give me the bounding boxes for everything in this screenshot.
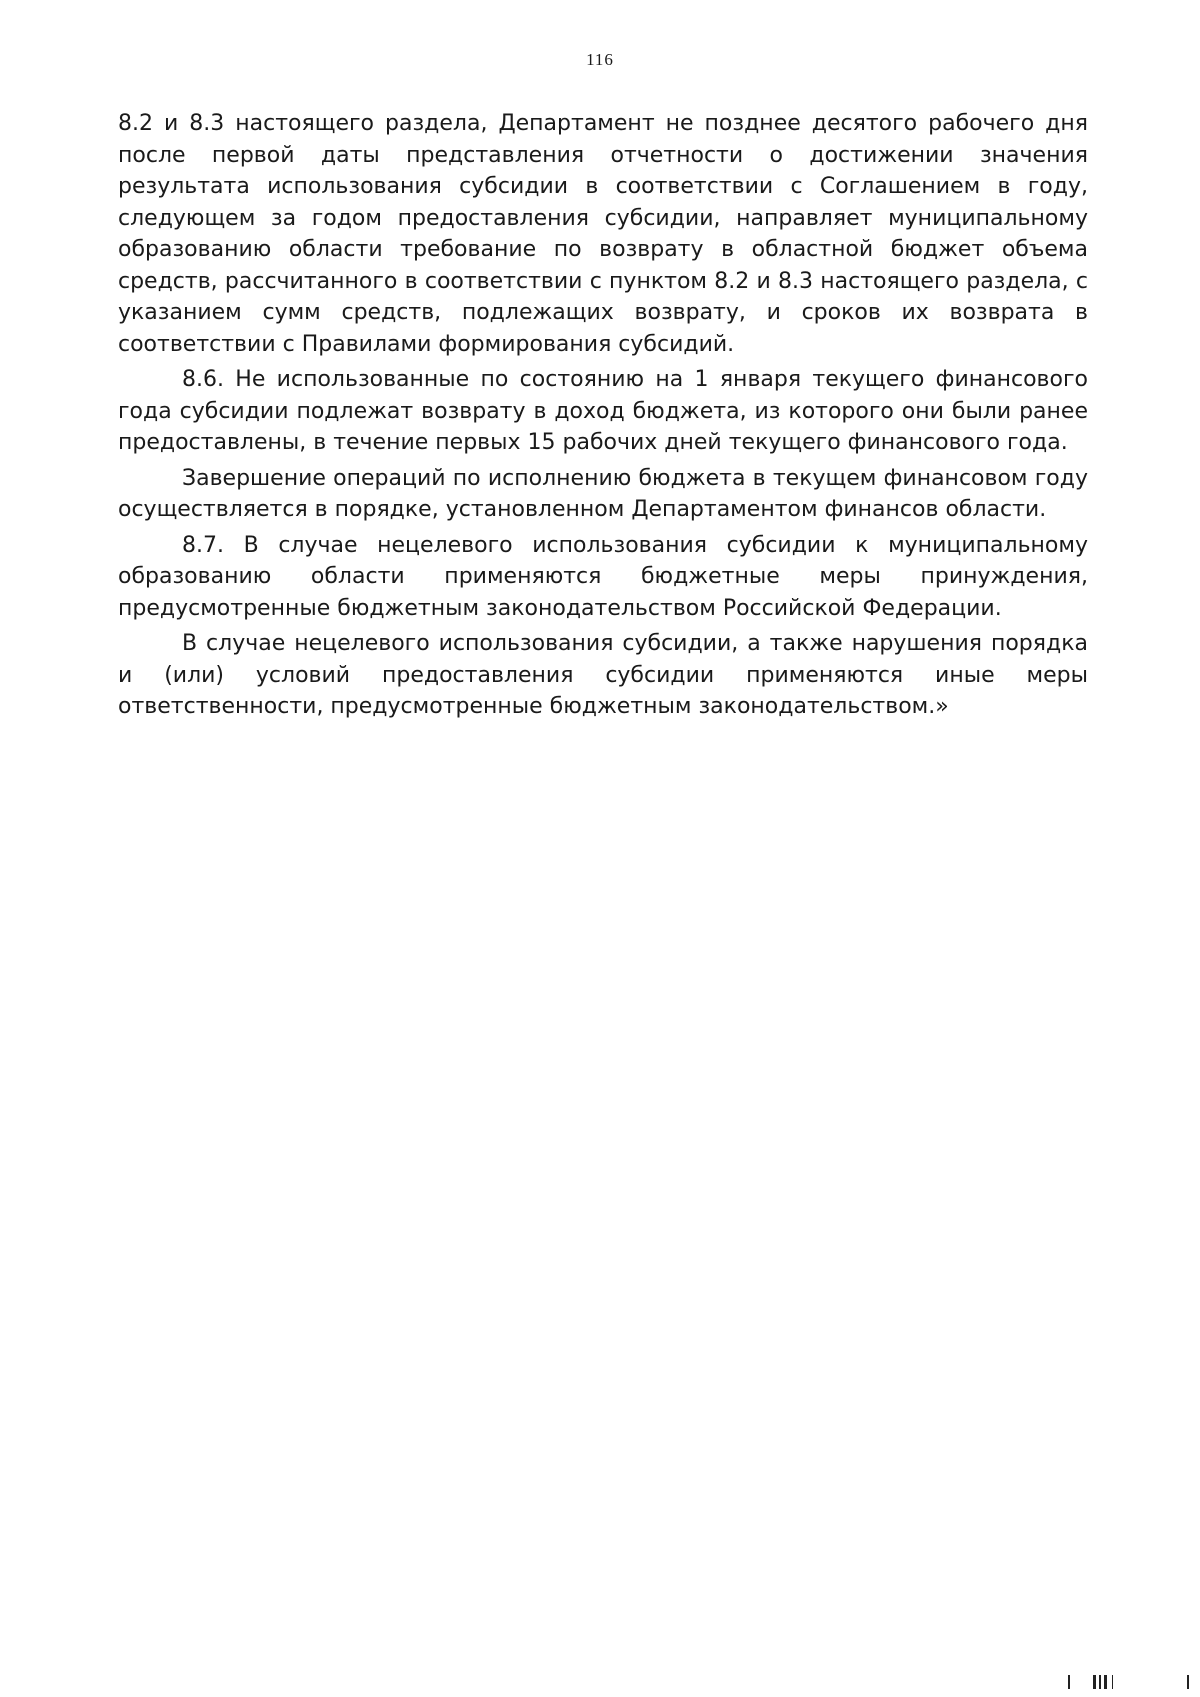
scan-mark — [1187, 1675, 1189, 1689]
paragraph-misuse-liability: В случае нецелевого использования субсидии, а также нарушения порядка и (или) условий предоставления субсидии применяются иные меры ответственности, предусмотренные бюджетным законодательством.» — [118, 631, 1088, 719]
scan-mark — [1104, 1675, 1107, 1689]
paragraph-budget-completion: Завершение операций по исполнению бюджета в текущем финансовом году осуществляется в порядке, установленном Департаментом финансов области. — [118, 465, 1088, 522]
page-number: 116 — [586, 50, 614, 69]
scan-mark — [1112, 1675, 1113, 1689]
scan-mark — [1068, 1675, 1070, 1689]
scan-mark — [1099, 1675, 1101, 1689]
paragraph-8-7: 8.7. В случае нецелевого использования субсидии к муниципальному образованию области применяются бюджетные меры принуждения, предусмотренные бюджетным законодательством Российской Федерации. — [118, 532, 1088, 621]
document-body — [118, 108, 1088, 723]
paragraph-8-6: 8.6. Не использованные по состоянию на 1 января текущего финансового года субсидии подлежат возврату в доход бюджета, из которого они были ранее предоставлены, в течение первых 15 рабочих дней текущего финансового года. — [118, 367, 1088, 455]
scan-mark — [1093, 1675, 1096, 1689]
paragraph-continuation: 8.2 и 8.3 настоящего раздела, Департамент не позднее десятого рабочего дня после первой даты представления отчетности о достижении значения результата использования субсидии в соответствии с Соглашением в году, следующем за годом предоставления субсидии, направляет муниципальному образованию области требование по возврату в областной бюджет объема средств, рассчитанного в соответствии с пунктом 8.2 и 8.3 настоящего раздела, с указанием сумм средств, подлежащих возврату, и сроков их возврата в соответствии с Правилами формирования субсидий. — [118, 111, 1088, 357]
